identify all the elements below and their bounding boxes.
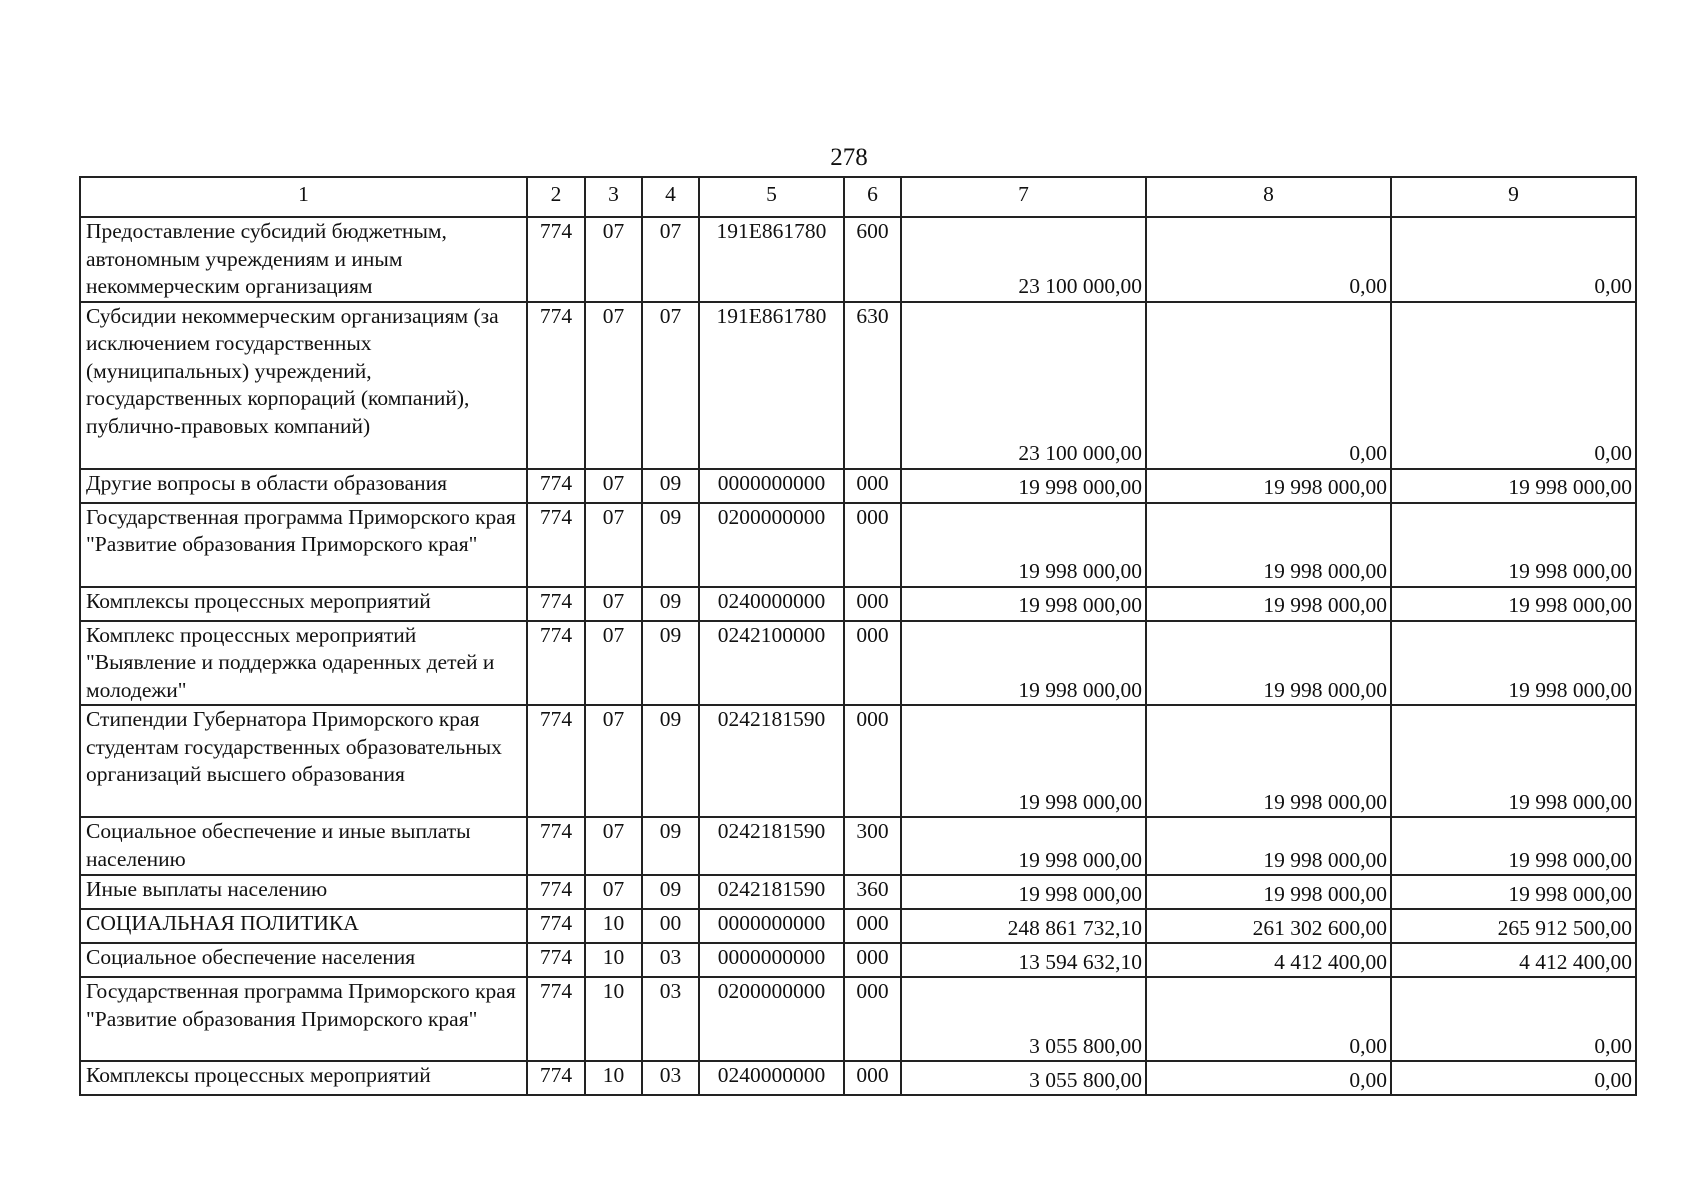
- amount-col-7: 19 998 000,00: [901, 587, 1146, 621]
- amount-col-7: 248 861 732,10: [901, 909, 1146, 943]
- column-header: 7: [901, 177, 1146, 217]
- table-row: [80, 302, 1636, 469]
- item-name: Предоставление субсидий бюджетным, автономным учреждениям и иным некоммерческим организациям: [80, 217, 527, 302]
- amount-col-8: 19 998 000,00: [1146, 469, 1391, 503]
- amount-col-7: 13 594 632,10: [901, 943, 1146, 977]
- section-code: 07: [585, 621, 642, 706]
- amount-col-8: 19 998 000,00: [1146, 817, 1391, 875]
- subsection-code: 07: [642, 302, 699, 469]
- section-code: 07: [585, 587, 642, 621]
- section-code: 07: [585, 217, 642, 302]
- amount-col-9: 0,00: [1391, 217, 1636, 302]
- amount-col-9: 19 998 000,00: [1391, 469, 1636, 503]
- ministry-code: 774: [527, 302, 585, 469]
- amount-col-9: 19 998 000,00: [1391, 503, 1636, 587]
- ministry-code: 774: [527, 587, 585, 621]
- amount-col-9: 4 412 400,00: [1391, 943, 1636, 977]
- page-number: 278: [830, 144, 868, 171]
- amount-col-7: 19 998 000,00: [901, 875, 1146, 909]
- amount-col-7: 3 055 800,00: [901, 1061, 1146, 1095]
- amount-col-9: 0,00: [1391, 302, 1636, 469]
- item-name: Комплекс процессных мероприятий "Выявление и поддержка одаренных детей и молодежи": [80, 621, 527, 706]
- ministry-code: 774: [527, 943, 585, 977]
- subsection-code: 03: [642, 1061, 699, 1095]
- section-code: 07: [585, 817, 642, 875]
- ministry-code: 774: [527, 621, 585, 706]
- section-code: 10: [585, 977, 642, 1061]
- amount-col-8: 19 998 000,00: [1146, 587, 1391, 621]
- target-article-code: 0242181590: [699, 705, 844, 817]
- item-name: Государственная программа Приморского края "Развитие образования Приморского края": [80, 977, 527, 1061]
- ministry-code: 774: [527, 217, 585, 302]
- item-name: Субсидии некоммерческим организациям (за исключением государственных (муниципальных) учреждений, государственных корпораций (компаний), публично-правовых компаний): [80, 302, 527, 469]
- amount-col-7: 19 998 000,00: [901, 621, 1146, 706]
- target-article-code: 0000000000: [699, 909, 844, 943]
- expense-type-code: 000: [844, 943, 901, 977]
- subsection-code: 07: [642, 217, 699, 302]
- ministry-code: 774: [527, 875, 585, 909]
- ministry-code: 774: [527, 469, 585, 503]
- ministry-code: 774: [527, 1061, 585, 1095]
- subsection-code: 09: [642, 875, 699, 909]
- item-name: Стипендии Губернатора Приморского края студентам государственных образовательных организаций высшего образования: [80, 705, 527, 817]
- table-row: [80, 469, 1636, 503]
- section-code: 10: [585, 909, 642, 943]
- subsection-code: 09: [642, 587, 699, 621]
- expense-type-code: 000: [844, 469, 901, 503]
- target-article-code: 0000000000: [699, 469, 844, 503]
- amount-col-9: 19 998 000,00: [1391, 817, 1636, 875]
- column-header: 9: [1391, 177, 1636, 217]
- item-name: Другие вопросы в области образования: [80, 469, 527, 503]
- target-article-code: 191E861780: [699, 302, 844, 469]
- table-row: [80, 875, 1636, 909]
- subsection-code: 09: [642, 469, 699, 503]
- amount-col-9: 0,00: [1391, 1061, 1636, 1095]
- ministry-code: 774: [527, 817, 585, 875]
- table-header-row: [80, 177, 1636, 217]
- section-code: 07: [585, 302, 642, 469]
- amount-col-7: 23 100 000,00: [901, 217, 1146, 302]
- target-article-code: 0242100000: [699, 621, 844, 706]
- table-row: [80, 1061, 1636, 1095]
- amount-col-8: 19 998 000,00: [1146, 503, 1391, 587]
- section-code: 07: [585, 503, 642, 587]
- amount-col-8: 4 412 400,00: [1146, 943, 1391, 977]
- expense-type-code: 000: [844, 909, 901, 943]
- table-row: [80, 705, 1636, 817]
- amount-col-9: 265 912 500,00: [1391, 909, 1636, 943]
- amount-col-8: 0,00: [1146, 302, 1391, 469]
- amount-col-8: 0,00: [1146, 977, 1391, 1061]
- ministry-code: 774: [527, 909, 585, 943]
- subsection-code: 03: [642, 977, 699, 1061]
- item-name: Социальное обеспечение и иные выплаты населению: [80, 817, 527, 875]
- column-header: 8: [1146, 177, 1391, 217]
- amount-col-9: 19 998 000,00: [1391, 875, 1636, 909]
- table-row: [80, 817, 1636, 875]
- expense-type-code: 300: [844, 817, 901, 875]
- amount-col-9: 19 998 000,00: [1391, 705, 1636, 817]
- column-header: 3: [585, 177, 642, 217]
- ministry-code: 774: [527, 705, 585, 817]
- amount-col-8: 19 998 000,00: [1146, 621, 1391, 706]
- table-row: [80, 217, 1636, 302]
- amount-col-9: 19 998 000,00: [1391, 587, 1636, 621]
- target-article-code: 0240000000: [699, 587, 844, 621]
- amount-col-8: 0,00: [1146, 1061, 1391, 1095]
- amount-col-8: 19 998 000,00: [1146, 705, 1391, 817]
- item-name: Комплексы процессных мероприятий: [80, 1061, 527, 1095]
- column-header: 2: [527, 177, 585, 217]
- ministry-code: 774: [527, 977, 585, 1061]
- amount-col-7: 19 998 000,00: [901, 503, 1146, 587]
- expense-type-code: 360: [844, 875, 901, 909]
- section-code: 07: [585, 875, 642, 909]
- expense-type-code: 000: [844, 1061, 901, 1095]
- item-name: Социальное обеспечение населения: [80, 943, 527, 977]
- section-code: 10: [585, 1061, 642, 1095]
- target-article-code: 0000000000: [699, 943, 844, 977]
- table-row: [80, 909, 1636, 943]
- budget-table: [79, 176, 1637, 1096]
- item-name: Иные выплаты населению: [80, 875, 527, 909]
- section-code: 10: [585, 943, 642, 977]
- column-header: 4: [642, 177, 699, 217]
- ministry-code: 774: [527, 503, 585, 587]
- amount-col-7: 19 998 000,00: [901, 469, 1146, 503]
- expense-type-code: 000: [844, 705, 901, 817]
- subsection-code: 09: [642, 705, 699, 817]
- target-article-code: 0240000000: [699, 1061, 844, 1095]
- item-name: Государственная программа Приморского края "Развитие образования Приморского края": [80, 503, 527, 587]
- section-code: 07: [585, 705, 642, 817]
- subsection-code: 00: [642, 909, 699, 943]
- target-article-code: 0242181590: [699, 875, 844, 909]
- table-row: [80, 943, 1636, 977]
- amount-col-7: 3 055 800,00: [901, 977, 1146, 1061]
- target-article-code: 0200000000: [699, 977, 844, 1061]
- item-name: Комплексы процессных мероприятий: [80, 587, 527, 621]
- amount-col-8: 0,00: [1146, 217, 1391, 302]
- table-row: [80, 977, 1636, 1061]
- expense-type-code: 000: [844, 587, 901, 621]
- subsection-code: 09: [642, 621, 699, 706]
- section-code: 07: [585, 469, 642, 503]
- column-header: 6: [844, 177, 901, 217]
- amount-col-8: 19 998 000,00: [1146, 875, 1391, 909]
- column-header: 5: [699, 177, 844, 217]
- expense-type-code: 600: [844, 217, 901, 302]
- amount-col-7: 23 100 000,00: [901, 302, 1146, 469]
- amount-col-8: 261 302 600,00: [1146, 909, 1391, 943]
- expense-type-code: 000: [844, 503, 901, 587]
- subsection-code: 09: [642, 817, 699, 875]
- target-article-code: 0200000000: [699, 503, 844, 587]
- subsection-code: 03: [642, 943, 699, 977]
- expense-type-code: 630: [844, 302, 901, 469]
- amount-col-9: 0,00: [1391, 977, 1636, 1061]
- table-row: [80, 621, 1636, 706]
- target-article-code: 191E861780: [699, 217, 844, 302]
- table-row: [80, 587, 1636, 621]
- amount-col-7: 19 998 000,00: [901, 817, 1146, 875]
- expense-type-code: 000: [844, 621, 901, 706]
- subsection-code: 09: [642, 503, 699, 587]
- table-row: [80, 503, 1636, 587]
- item-name: СОЦИАЛЬНАЯ ПОЛИТИКА: [80, 909, 527, 943]
- amount-col-7: 19 998 000,00: [901, 705, 1146, 817]
- column-header: 1: [80, 177, 527, 217]
- amount-col-9: 19 998 000,00: [1391, 621, 1636, 706]
- expense-type-code: 000: [844, 977, 901, 1061]
- target-article-code: 0242181590: [699, 817, 844, 875]
